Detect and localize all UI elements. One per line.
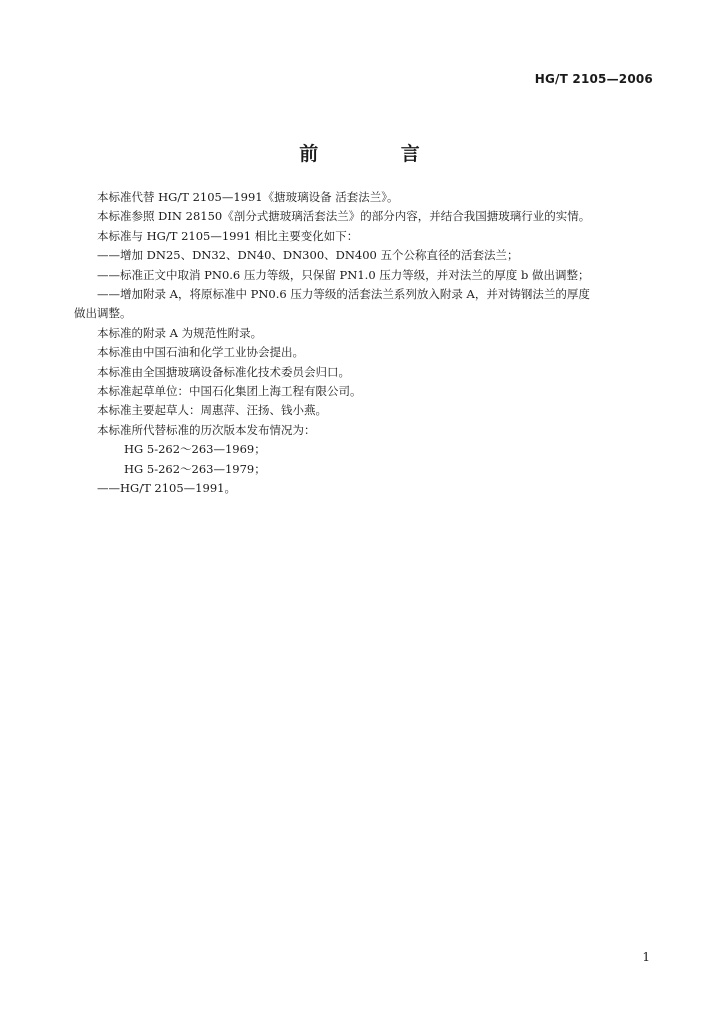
- text-line: 本标准主要起草人：周惠萍、汪扬、钱小燕。: [97, 403, 327, 418]
- text-line: HG 5-262～263—1969；: [124, 442, 266, 457]
- text-line: 本标准与 HG/T 2105—1991 相比主要变化如下：: [97, 228, 359, 243]
- text-line: HG 5-262～263—1979；: [124, 461, 266, 476]
- text-line: 做出调整。: [74, 306, 132, 321]
- document-body: [74, 188, 654, 499]
- text-line: ——增加附录 A，将原标准中 PN0.6 压力等级的活套法兰系列放入附录 A，并对铸钢法兰的厚度: [97, 287, 590, 302]
- text-line: 本标准由中国石油和化学工业协会提出。: [97, 345, 304, 360]
- text-line: 本标准由全国搪玻璃设备标准化技术委员会归口。: [97, 364, 350, 379]
- text-line: 本标准的附录 A 为规范性附录。: [97, 325, 263, 340]
- page-title: 前 言: [299, 143, 458, 165]
- text-line: 本标准代替 HG/T 2105—1991《搪玻璃设备 活套法兰》。: [97, 190, 399, 204]
- text-line: ——增加 DN25、DN32、DN40、DN300、DN400 五个公称直径的活套法兰；: [97, 248, 519, 263]
- standard-code: HG/T 2105—2006: [534, 72, 653, 86]
- text-line: 本标准参照 DIN 28150《剖分式搪玻璃活套法兰》的部分内容，并结合我国搪玻璃行业的实情。: [97, 209, 591, 224]
- page-number: 1: [642, 950, 650, 964]
- text-line: 本标准起草单位：中国石化集团上海工程有限公司。: [97, 384, 362, 399]
- text-line: ——标准正文中取消 PN0.6 压力等级，只保留 PN1.0 压力等级，并对法兰的厚度 b 做出调整；: [97, 267, 590, 282]
- text-line: 本标准所代替标准的历次版本发布情况为：: [97, 422, 316, 437]
- text-line: ——HG/T 2105—1991。: [97, 481, 236, 496]
